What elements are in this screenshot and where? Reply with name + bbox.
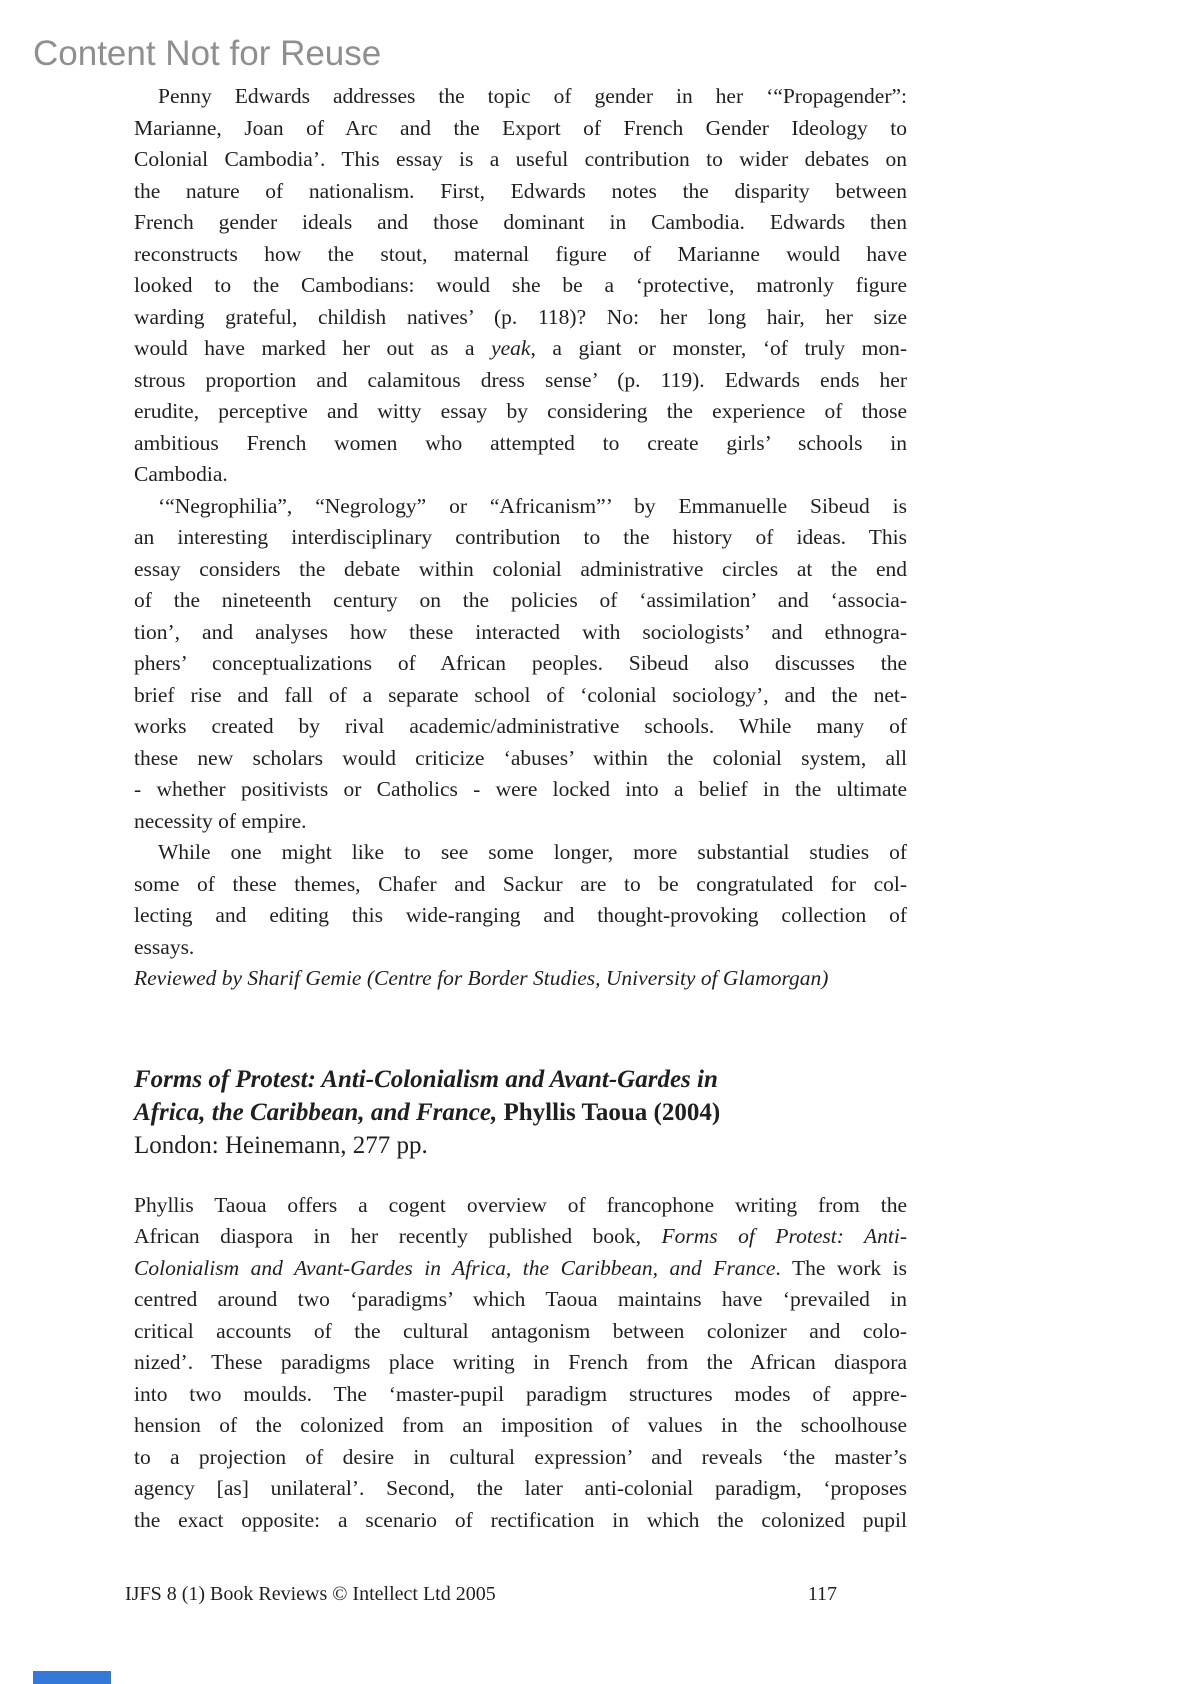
text-line: Marianne, Joan of Arc and the Export of French Gender Ideology to (134, 115, 907, 140)
book-title-heading (134, 1063, 907, 1162)
text-line (134, 333, 907, 365)
text-segment: African diaspora in her recently published book, (134, 1224, 662, 1248)
text-line (134, 1221, 907, 1253)
text-line: the nature of nationalism. First, Edwards notes the disparity between (134, 178, 907, 203)
text-line: Colonial Cambodia’. This essay is a useful contribution to wider debates on (134, 147, 907, 171)
text-line: Cambodia. (134, 462, 228, 486)
book-title-text: Africa, the Caribbean, and France, (134, 1098, 498, 1126)
pdf-loading-bar (33, 1671, 111, 1684)
italic-book-title: Forms of Protest: Anti- (661, 1224, 908, 1248)
text-segment: would have marked her out as a (134, 336, 492, 360)
text-line: into two moulds. The ‘master-pupil paradigm structures modes of appre- (134, 1381, 907, 1406)
text-line: warding grateful, childish natives’ (p. 118)? No: her long hair, her size (134, 304, 907, 329)
text-line: nized’. These paradigms place writing in French from the African diaspora (134, 1350, 907, 1374)
book-title-line (134, 1063, 907, 1096)
text-line: strous proportion and calamitous dress sense’ (p. 119). Edwards ends her (134, 367, 907, 392)
text-line: works created by rival academic/administrative schools. While many of (134, 714, 907, 738)
review-paragraph-2 (134, 491, 907, 838)
text-line (134, 1253, 907, 1285)
text-segment: . The work is (775, 1255, 907, 1280)
book-title-text: Forms of Protest: Anti-Colonialism and Avant-Gardes in (134, 1065, 718, 1093)
book-title-line (134, 1096, 907, 1129)
italic-book-title: Colonialism and Avant-Gardes in Africa, the Caribbean, and France (134, 1255, 776, 1280)
text-line: phers’ conceptualizations of African peoples. Sibeud also discusses the (134, 651, 907, 675)
journal-credit: IJFS 8 (1) Book Reviews © Intellect Ltd 2005 (125, 1583, 496, 1605)
review-paragraph-3 (134, 837, 907, 963)
text-line: essay considers the debate within colonial administrative circles at the end (134, 556, 907, 581)
italic-term: yeak (491, 336, 531, 360)
text-line: French gender ideals and those dominant in Cambodia. Edwards then (134, 210, 907, 234)
text-line: looked to the Cambodians: would she be a ‘protective, matronly figure (134, 273, 907, 297)
reviewer-credit (134, 963, 907, 995)
text-line: - whether positivists or Catholics - were locked into a belief in the ultimate (134, 777, 907, 801)
text-line: these new scholars would criticize ‘abuses’ within the colonial system, all (134, 745, 907, 770)
text-line: While one might like to see some longer, more substantial studies of (158, 840, 907, 864)
text-line: an interesting interdisciplinary contribution to the history of ideas. This (134, 525, 907, 549)
book-publisher-line: London: Heinemann, 277 pp. (134, 1131, 428, 1159)
text-line: ambitious French women who attempted to create girls’ schools in (134, 430, 907, 455)
text-line: erudite, perceptive and witty essay by considering the experience of those (134, 399, 907, 423)
text-line: Penny Edwards addresses the topic of gender in her ‘“Propagender”: (158, 84, 907, 108)
text-line: tion’, and analyses how these interacted with sociologists’ and ethnogra- (134, 619, 907, 644)
text-line: some of these themes, Chafer and Sackur are to be congratulated for col- (134, 871, 907, 896)
page-number: 117 (807, 1583, 837, 1605)
text-line: of the nineteenth century on the policies of ‘assimilation’ and ‘associa- (134, 588, 907, 612)
footer (125, 1581, 837, 1607)
book-author: Phyllis Taoua (2004) (497, 1098, 721, 1126)
watermark: Content Not for Reuse (33, 34, 382, 73)
text-line: agency [as] unilateral’. Second, the later anti-colonial paradigm, ‘proposes (134, 1476, 907, 1500)
text-line: Phyllis Taoua offers a cogent overview of francophone writing from the (134, 1192, 907, 1217)
text-line: the exact opposite: a scenario of rectification in which the colonized pupil (134, 1507, 907, 1532)
text-column (134, 81, 907, 1536)
text-line: Reviewed by Sharif Gemie (Centre for Border Studies, University of Glamorgan) (134, 966, 829, 990)
review2-paragraph-1 (134, 1190, 907, 1537)
review-paragraph-1 (134, 81, 907, 491)
text-line: brief rise and fall of a separate school of ‘colonial sociology’, and the net- (134, 682, 907, 707)
text-line: ‘“Negrophilia”, “Negrology” or “Africanism”’ by Emmanuelle Sibeud is (158, 493, 907, 518)
text-line: necessity of empire. (134, 808, 307, 833)
text-line: centred around two ‘paradigms’ which Taoua maintains have ‘prevailed in (134, 1287, 907, 1311)
text-line: lecting and editing this wide-ranging and thought-provoking collection of (134, 903, 907, 927)
text-line: to a projection of desire in cultural expression’ and reveals ‘the master’s (134, 1444, 907, 1469)
text-line: essays. (134, 934, 195, 959)
text-line: critical accounts of the cultural antagonism between colonizer and colo- (134, 1318, 907, 1343)
text-line: hension of the colonized from an imposition of values in the schoolhouse (134, 1413, 907, 1437)
text-line: reconstructs how the stout, maternal figure of Marianne would have (134, 241, 907, 266)
text-segment: , a giant or monster, ‘of truly mon- (530, 336, 908, 360)
